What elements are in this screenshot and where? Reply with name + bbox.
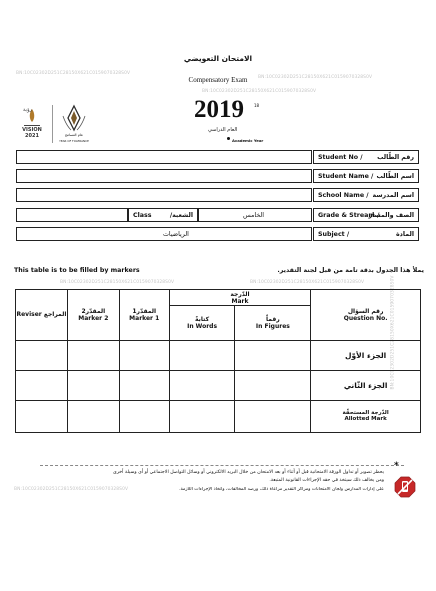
figures-cell-part2[interactable] (235, 370, 311, 400)
marker2-header (67, 290, 119, 341)
marks-table (15, 289, 421, 433)
reviser-header (16, 290, 68, 341)
figures-cell-part1[interactable] (235, 340, 311, 370)
reviser-en: Reviser (16, 311, 42, 319)
vision-text: VISION 2021 (22, 127, 42, 139)
marker1-cell-part2[interactable] (119, 370, 169, 400)
in-words-ar: كتابةً (195, 315, 210, 323)
class-label-en: Class (133, 212, 152, 219)
question-no-header (311, 290, 421, 341)
grade-label-ar: الصف والمسار (368, 212, 414, 219)
school-name-label-ar: اسم المدرسة (372, 192, 414, 199)
question-no-ar: رقم السؤال (347, 307, 384, 315)
footer-line-2: ومن يخالف ذلك سيتخذ في حقه الإجراءات القانونية المتبعة. (269, 478, 384, 483)
class-field[interactable] (16, 208, 128, 222)
marker2-ar: المقدّر2 (81, 307, 106, 315)
grade-label-en: Grade & Stream / (318, 212, 380, 219)
exam-title-en: Compensatory Exam (188, 76, 248, 84)
student-no-label-cell (313, 150, 419, 164)
watermark-bottom: BN:10C02302D251C28150X621C0159070328S0V (14, 487, 129, 492)
words-cell-part1[interactable] (169, 340, 235, 370)
student-no-label-ar: رقم الطّالب (377, 154, 414, 161)
watermark-mid-left: BN:10C02302D251C28150X621C0159070328S0V (60, 280, 175, 285)
subject-label-cell (313, 227, 419, 241)
watermark-right-vertical: BN:10C02302D251C28150X621C0159070328S0V (390, 275, 396, 390)
subject-field[interactable] (16, 227, 312, 241)
marker1-header (119, 290, 169, 341)
vision-ar: رؤية (23, 107, 32, 113)
exam-title-ar: الامتحان التعويضي (183, 54, 253, 63)
marker1-en: Marker 1 (129, 314, 160, 322)
no-phone-warning-icon (394, 476, 416, 498)
year-label-en: Academic Year (232, 138, 264, 143)
ministry-logo (57, 104, 91, 146)
marker2-cell-part2[interactable] (67, 370, 119, 400)
watermark-top-left: BN:10C02302D251C28150X621C0159070328S0V (16, 71, 131, 76)
marker2-cell-total[interactable] (67, 400, 119, 432)
watermark-top-right: BN:10C02302D251C28150X621C0159070328S0V (258, 75, 373, 80)
academic-year: 2019 (194, 96, 244, 123)
mark-en: Mark (231, 297, 249, 305)
footer-line-1: يحظر تصوير أو تداول الورقة الامتحانية قبل أو أثناء أو بعد الامتحان من خلال البريد الالكتروني أو وسائل التواصل الاجتماعي أو أي وسيلة أخرى (113, 470, 384, 475)
student-name-label-en: Student Name / (318, 173, 374, 180)
in-words-header (169, 306, 235, 340)
subject-label-ar: المادة (395, 231, 414, 238)
school-name-label-en: School Name / (318, 192, 369, 199)
grade-value: الخامس (243, 212, 265, 219)
class-label-cell (128, 208, 198, 222)
reviser-cell-part1[interactable] (16, 340, 68, 370)
words-cell-total[interactable] (169, 400, 235, 432)
section-label-ar: الشعبة/ (169, 212, 193, 219)
student-name-field[interactable] (16, 169, 312, 183)
part2-label: الجزء الثّاني (311, 370, 421, 400)
watermark-top-mid: BN:10C02302D251C28150X621C0159070328S0V (202, 89, 317, 94)
marker1-cell-part1[interactable] (119, 340, 169, 370)
mark-header (169, 290, 311, 306)
part1-label: الجزء الأوّل (311, 340, 421, 370)
marker2-en: Marker 2 (78, 314, 109, 322)
subject-label-en: Subject / (318, 231, 350, 238)
in-figures-ar: رقماً (266, 315, 280, 323)
year-label-ar: العام الدراسي (208, 127, 238, 133)
footer-line-3: على إدارات المدارس ولجان الامتحانات ومراكز التقدير مراعاة ذلك، ورصد المخالفات، واتخاذ الإجراءات اللازمة. (179, 487, 384, 492)
question-no-en: Question No. (343, 314, 388, 322)
ministry-ar: عام التسامح (64, 133, 84, 137)
year-fraction: 18 (254, 103, 260, 108)
student-name-label-ar: اسم الطّالب (376, 173, 414, 180)
allotted-mark-en: Allotted Mark (344, 416, 387, 423)
words-cell-part2[interactable] (169, 370, 235, 400)
table-note-en: This table is to be filled by markers (14, 267, 140, 274)
mark-ar: الدّرجة (230, 290, 250, 298)
reviser-cell-part2[interactable] (16, 370, 68, 400)
allotted-mark-label (311, 400, 421, 432)
logo-divider (52, 105, 53, 143)
table-note-ar: يملأ هذا الجدول بدقة تامة من قبل لجنة التقدير. (277, 267, 424, 274)
asterisk-mark: * (394, 461, 399, 471)
subject-value: الرياضيات (163, 231, 189, 238)
grade-field[interactable] (198, 208, 312, 222)
student-name-label-cell (313, 169, 419, 183)
student-no-field[interactable] (16, 150, 312, 164)
marker1-cell-total[interactable] (119, 400, 169, 432)
bullet-dot (227, 137, 230, 140)
figures-cell-total[interactable] (235, 400, 311, 432)
reviser-cell-total[interactable] (16, 400, 68, 432)
reviser-ar: المراجع (43, 311, 67, 319)
watermark-mid-right: BN:10C02302D251C28150X621C0159070328S0V (250, 280, 365, 285)
school-name-label-cell (313, 188, 419, 202)
vision-2021-logo (17, 105, 47, 147)
in-words-en: In Words (187, 322, 218, 330)
in-figures-en: In Figures (255, 322, 290, 330)
grade-label-cell (313, 208, 419, 222)
student-no-label-en: Student No / (318, 154, 363, 161)
marker2-cell-part1[interactable] (67, 340, 119, 370)
ministry-en: YEAR OF TOLERANCE (59, 139, 89, 143)
allotted-mark-ar: الدّرجة المستحقّة (342, 410, 389, 417)
in-figures-header (235, 306, 311, 340)
school-name-field[interactable] (16, 188, 312, 202)
marker1-ar: المقدّر1 (132, 307, 157, 315)
footer-divider (40, 465, 404, 466)
